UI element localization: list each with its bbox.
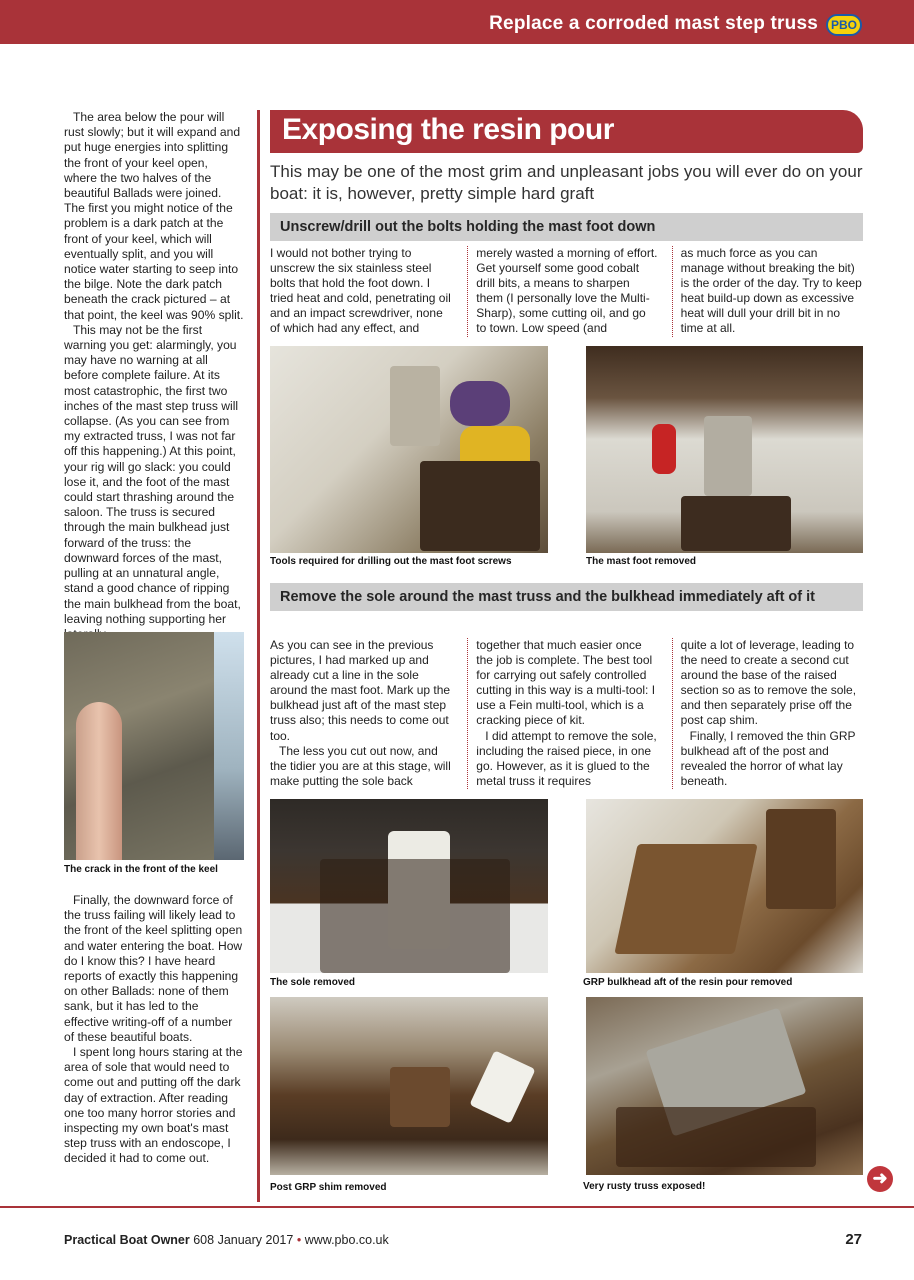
caption-shim-removed: Post GRP shim removed bbox=[270, 1182, 387, 1193]
caption-tools: Tools required for drilling out the mast foot screws bbox=[270, 556, 512, 567]
left-paragraph: I spent long hours staring at the area of sole that would need to come out and putting off the dark day of extraction. After reading one too many horror stories and inspecting my own boat's mast step truss with an endoscope, I decided it had to come out. bbox=[64, 1045, 243, 1166]
step2-col2-text: together that much easier once the job is complete. The best tool for carrying out safely controlled cutting in this way is a multi-tool: I use a Fein multi-tool, which is a cracking piece of kit. bbox=[476, 638, 656, 728]
truss-post bbox=[390, 1067, 450, 1127]
footer-magazine: Practical Boat Owner bbox=[64, 1233, 190, 1247]
running-title: Replace a corroded mast step truss bbox=[489, 13, 818, 34]
step2-heading: Remove the sole around the mast truss and the bulkhead immediately aft of it bbox=[270, 583, 863, 611]
finger-shape bbox=[76, 702, 122, 860]
rusty-truss bbox=[614, 844, 757, 954]
section-title: Exposing the resin pour bbox=[282, 113, 614, 146]
step1-col1-text: I would not bother trying to unscrew the six stainless steel bolts that hold the foot down. I tried heat and cold, penetrating oil and an impact screwdriver, none of which had any effect, and bbox=[270, 246, 451, 336]
white-shim bbox=[469, 1050, 535, 1123]
red-can bbox=[652, 424, 676, 474]
step1-columns bbox=[270, 246, 863, 337]
bulkhead-cavity bbox=[766, 809, 836, 909]
left-paragraph: This may not be the first warning you get: alarmingly, you may have no warning at all before complete failure. At its most catastrophic, the first two inches of the mast step truss will collapse. (As you can see from my extracted truss, I was not far off this happening.) At this point, your rig will go slack: you could lose it, and the foot of the mast could start thrashing around the saloon. The truss is secured through the main bulkhead just forward of the truss: the downward forces of the mast, pulling at an unnatural angle, stand a good chance of ripping the main bulkhead from the boat, leaving nothing supporting her bbox=[64, 322, 241, 626]
keel-photo-caption: The crack in the front of the keel bbox=[64, 864, 218, 875]
footer-issue: 608 January 2017 bbox=[193, 1233, 294, 1247]
step2-col2 bbox=[467, 638, 658, 789]
mast-foot-plate bbox=[704, 416, 752, 496]
standfirst: This may be one of the most grim and unpleasant jobs you will ever do on your boat: it is, however, pretty simple hard graft bbox=[270, 162, 863, 203]
background-sky bbox=[214, 632, 244, 860]
step2-col2-text: I did attempt to remove the sole, including the raised piece, in one go. However, as it is glued to the metal truss it requires bbox=[476, 728, 657, 788]
left-column-text bbox=[64, 110, 244, 642]
dark-sole-hole bbox=[420, 461, 540, 551]
keel-crack-photo bbox=[64, 632, 244, 860]
caption-mast-foot: The mast foot removed bbox=[586, 556, 697, 567]
rusty-truss-photo bbox=[586, 997, 863, 1175]
footer-rule bbox=[0, 1206, 914, 1208]
caption-sole-removed: The sole removed bbox=[270, 977, 356, 988]
footer-url[interactable]: www.pbo.co.uk bbox=[304, 1233, 389, 1247]
caption-rusty-truss: Very rusty truss exposed! bbox=[583, 1181, 706, 1192]
step1-col3-text: as much force as you can manage without breaking the bit) is the order of the day. Try to keep heat build-up down as excessive heat will dull your drill bit in no time at all. bbox=[680, 246, 862, 336]
arrow-right-circle-icon[interactable]: ➜ bbox=[867, 1166, 893, 1192]
pbo-logo: PBO bbox=[826, 14, 862, 36]
footer-separator: • bbox=[296, 1233, 302, 1247]
step1-col1 bbox=[270, 246, 454, 337]
mast-foot-photo bbox=[586, 346, 863, 553]
rust-debris bbox=[616, 1107, 816, 1167]
header-bar bbox=[0, 0, 914, 44]
step1-col3 bbox=[672, 246, 863, 337]
tools-photo bbox=[270, 346, 548, 553]
step1-col2-text: merely wasted a morning of effort. Get yourself some good cobalt drill bits, a means to sharpen them (I personally love the Multi-Sharp), some cutting oil, and go to town. Low speed (and bbox=[476, 246, 658, 336]
column-divider bbox=[257, 110, 260, 1202]
step1-col2 bbox=[467, 246, 658, 337]
sole-removed-photo bbox=[270, 799, 548, 973]
mast-foot-plate bbox=[390, 366, 440, 446]
purple-cloth bbox=[450, 381, 510, 426]
step2-col3-text: quite a lot of leverage, leading to the need to create a second cut around the base of the raised section so as to remove the sole, and then separately prise off the post cap shim. bbox=[680, 638, 857, 728]
shim-removed-photo bbox=[270, 997, 548, 1175]
step1-heading: Unscrew/drill out the bolts holding the mast foot down bbox=[270, 213, 863, 241]
bulkhead-removed-photo bbox=[586, 799, 863, 973]
page-number: 27 bbox=[845, 1231, 862, 1248]
dark-sole-hole bbox=[681, 496, 791, 551]
caption-bulkhead-removed: GRP bulkhead aft of the resin pour removed bbox=[583, 977, 793, 988]
section-banner bbox=[270, 110, 863, 153]
step2-columns bbox=[270, 638, 863, 789]
footer bbox=[64, 1233, 389, 1247]
step2-col1-text: As you can see in the previous pictures, I had marked up and already cut a line in the sole around the mast foot. Mark up the bulkhead just aft of the mast step truss also; this needs to come out too. bbox=[270, 638, 451, 743]
left-column-text-2 bbox=[64, 893, 244, 1167]
left-paragraph: Finally, the downward force of the truss failing will likely lead to the front of the keel splitting open and water entering the boat. How do I know this? I have heard reports of exactly this happening on other Ballads: none of them sank, but it has led to the effective writing-off of a number of these beautiful boats. bbox=[64, 893, 243, 1044]
step2-col1 bbox=[270, 638, 454, 789]
left-paragraph: The area below the pour will rust slowly; but it will expand and put huge energies into splitting the front of your keel open, where the two halves of the beautiful Ballads were joined. The first you might notice of the problem is a dark patch at the front of your keel, which will eventually split, and you will notice water starting to seep into the bilge. Note the dark patch beneath the crack pictured – at that point, the keel was 90% split. bbox=[64, 110, 244, 322]
step2-col3-text: Finally, I removed the thin GRP bulkhead aft of the post and revealed the horror of what lay beneath. bbox=[680, 728, 856, 788]
step2-col1-text: The less you cut out now, and the tidier you are at this stage, will make putting the sole back bbox=[270, 743, 451, 788]
rusted-area bbox=[320, 859, 510, 973]
step2-col3 bbox=[672, 638, 863, 789]
